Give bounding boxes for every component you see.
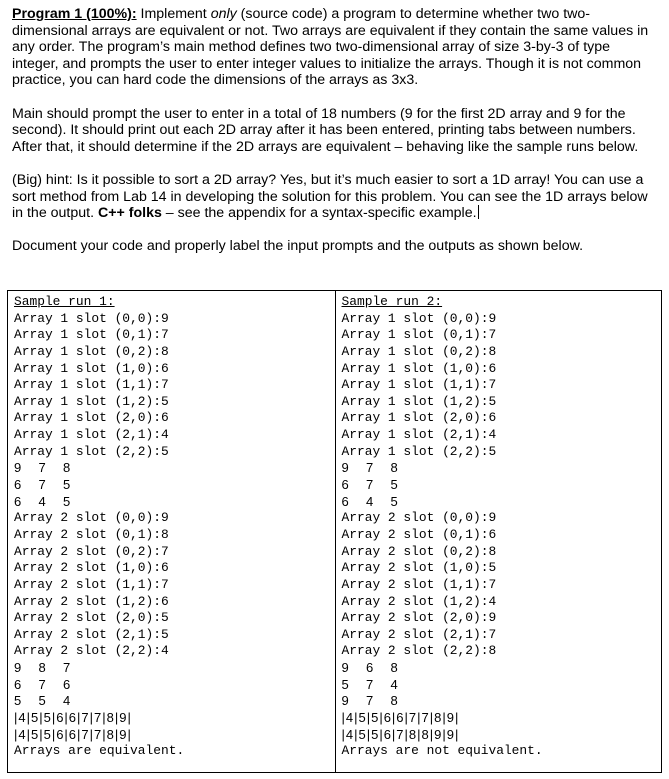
array-cell: 8	[63, 460, 71, 476]
array-cell: 4	[366, 493, 374, 509]
array-cell: 7	[38, 477, 46, 493]
prompt-line: Array 1 slot (2,1):4	[341, 427, 497, 443]
prompt-line: Array 2 slot (0,1):8	[14, 526, 169, 542]
intro-text-rest: (source code) a program to determine whether two two-dimensional arrays are equivalent or not. Two arrays are equivalent if they contain the same values in any order. The program’s main method defines two two-dimensional array of size 3-by-3 of type integer, and prompts the user to enter integer values to initialize the arrays. Though it is not common practice, you can hard code the dimensions of the arrays as 3x3.	[12, 6, 649, 89]
prompt-line: Array 2 slot (1,1):7	[341, 576, 497, 592]
prompt-line: Array 2 slot (0,0):9	[341, 510, 497, 526]
prompt-line: Array 1 slot (1,0):6	[341, 360, 497, 376]
prompt-line: Array 1 slot (2,2):5	[341, 443, 497, 459]
prompt-line: Array 1 slot (2,1):4	[14, 427, 169, 443]
sorted-array-1: |4|5|5|6|6|7|7|8|9|	[341, 710, 460, 726]
prompt-line: Array 2 slot (0,0):9	[14, 510, 169, 526]
array-row	[14, 494, 335, 511]
prompt-line: Array 2 slot (0,2):7	[14, 543, 169, 559]
prompt-line: Array 1 slot (0,2):8	[341, 343, 497, 359]
instructions	[12, 6, 660, 272]
result-line: Arrays are equivalent.	[14, 743, 185, 759]
emphasis-only: only	[210, 6, 237, 22]
prompt-line: Array 1 slot (1,2):5	[14, 393, 169, 409]
array-cell: 4	[390, 676, 398, 692]
prompt-line: Array 1 slot (0,0):9	[341, 310, 497, 326]
array-cell: 7	[38, 460, 46, 476]
prompt-line: Array 2 slot (2,1):7	[341, 626, 497, 642]
array-cell: 8	[390, 660, 398, 676]
intro-text: Implement	[136, 6, 211, 22]
prompt-line: Array 2 slot (1,1):7	[14, 576, 169, 592]
prompt-line: Array 2 slot (2,0):9	[341, 610, 497, 626]
array-row	[342, 677, 662, 694]
sample-run-2-column	[335, 291, 662, 772]
prompt-line: Array 2 slot (2,1):5	[14, 626, 169, 642]
main-prompt-paragraph: Main should prompt the user to enter in a total of 18 numbers (9 for the first 2D array and 9 for the second). It should print out each 2D array after it has been entered, printing tabs between numbers. After that, it should determine if the 2D arrays are equivalent – behaving like the sample runs below.	[12, 105, 639, 155]
array-cell: 7	[38, 676, 46, 692]
array-cell: 6	[63, 676, 71, 692]
sample-run-title: Sample run 1:	[14, 294, 115, 309]
sample-run-1-column	[8, 291, 335, 772]
array-cell: 4	[63, 693, 71, 709]
prompt-line: Array 2 slot (1,2):6	[14, 593, 169, 609]
array-cell: 5	[63, 493, 71, 509]
array-cell: 5	[390, 493, 398, 509]
array-cell: 8	[390, 693, 398, 709]
sample-run-header	[14, 294, 335, 311]
array-cell: 6	[14, 676, 22, 692]
array-row	[14, 477, 335, 494]
array-cell: 6	[14, 477, 22, 493]
array-cell: 8	[38, 660, 46, 676]
prompt-line: Array 1 slot (1,0):6	[14, 360, 169, 376]
array-cell: 6	[366, 660, 374, 676]
prompt-line: Array 1 slot (0,1):7	[14, 327, 169, 343]
sorted-array-1: |4|5|5|6|6|7|7|8|9|	[14, 710, 132, 726]
array-row	[14, 693, 335, 710]
array-cell: 9	[341, 660, 349, 676]
array-row	[14, 677, 335, 694]
array-cell: 6	[14, 493, 22, 509]
sorted-array-2: |4|5|5|6|7|8|8|9|9|	[341, 726, 460, 742]
cpp-folks-label: C++ folks	[97, 205, 162, 222]
assignment-title: Program 1 (100%):	[12, 6, 137, 22]
array-cell: 9	[341, 460, 349, 476]
prompt-line: Array 2 slot (2,0):5	[14, 610, 169, 626]
sorted-array-2: |4|5|5|6|6|7|7|8|9|	[14, 726, 132, 742]
prompt-line: Array 2 slot (0,1):6	[341, 526, 497, 542]
prompt-line: Array 1 slot (1,1):7	[341, 377, 497, 393]
array-cell: 7	[366, 693, 374, 709]
sample-run-title: Sample run 2:	[341, 294, 443, 309]
array-row	[342, 693, 662, 710]
prompt-line: Array 1 slot (2,2):5	[14, 443, 169, 459]
array-cell: 6	[341, 477, 349, 493]
array-cell: 5	[14, 693, 22, 709]
array-cell: 7	[63, 660, 71, 676]
array-cell: 6	[341, 493, 349, 509]
prompt-line: Array 2 slot (2,2):4	[14, 643, 169, 659]
array-cell: 9	[14, 660, 22, 676]
hint-text-rest: – see the appendix for a syntax-specific example.	[161, 205, 477, 222]
array-cell: 9	[14, 460, 22, 476]
prompt-line: Array 1 slot (0,2):8	[14, 343, 169, 359]
array-row	[342, 477, 662, 494]
prompt-line: Array 1 slot (2,0):6	[341, 410, 497, 426]
array-row	[342, 494, 662, 511]
array-row	[14, 460, 335, 477]
prompt-line: Array 1 slot (2,0):6	[14, 410, 169, 426]
prompt-line: Array 1 slot (0,0):9	[14, 310, 169, 326]
prompt-line: Array 2 slot (1,0):5	[341, 560, 497, 576]
intro-paragraph	[12, 6, 660, 89]
sample-runs-table	[7, 290, 662, 773]
array-cell: 5	[38, 693, 46, 709]
hint-paragraph	[12, 172, 660, 222]
prompt-line: Array 2 slot (2,2):8	[341, 643, 497, 659]
prompt-line: Array 1 slot (0,1):7	[341, 327, 497, 343]
sample-run-header	[342, 294, 662, 311]
hint-text: (Big) hint: Is it possible to sort a 2D array? Yes, but it’s much easier to sort a 1D array! You can use a sort method from Lab 14 in developing the solution for this problem. You can see the 1D arrays below in the output.	[12, 171, 648, 222]
array-cell: 7	[366, 477, 374, 493]
prompt-line: Array 2 slot (1,2):4	[341, 593, 497, 609]
prompt-line: Array 1 slot (1,1):7	[14, 377, 169, 393]
array-cell: 9	[341, 693, 349, 709]
array-row	[342, 460, 662, 477]
array-cell: 5	[63, 477, 71, 493]
array-cell: 8	[390, 460, 398, 476]
result-line: Arrays are not equivalent.	[341, 743, 543, 759]
array-cell: 4	[38, 493, 46, 509]
text-cursor	[478, 205, 479, 219]
array-row	[14, 660, 335, 677]
array-cell: 7	[366, 676, 374, 692]
prompt-line: Array 2 slot (0,2):8	[341, 543, 497, 559]
prompt-line: Array 1 slot (1,2):5	[341, 393, 497, 409]
array-cell: 5	[341, 676, 349, 692]
array-cell: 5	[390, 477, 398, 493]
prompt-line: Array 2 slot (1,0):6	[14, 560, 169, 576]
array-cell: 7	[366, 460, 374, 476]
array-row	[342, 660, 662, 677]
document-paragraph: Document your code and properly label the input prompts and the outputs as shown below.	[12, 238, 584, 255]
